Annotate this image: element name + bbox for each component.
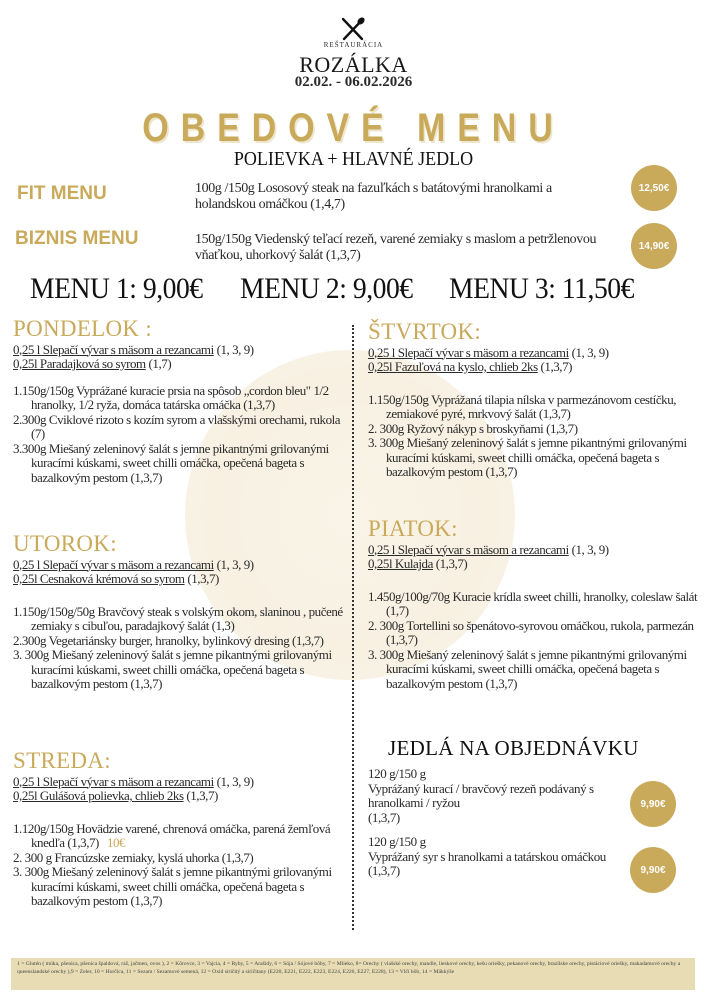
day-heading: PONDELOK :: [13, 316, 153, 341]
soup-allergens: (1, 3, 9): [571, 541, 609, 557]
fit-menu-label: FIT MENU: [17, 183, 107, 204]
soup-allergens: (1,3,7): [435, 556, 468, 571]
main-dish-text: 3. 300g Miešaný zeleninový šalát s jemne pikantnými grilovanými kuracími kúskami, sweet chilli omáčka, opečená bageta s bazalkovým pestom (1,3,7): [368, 435, 687, 479]
day-heading: PIATOK:: [368, 516, 458, 541]
day-heading: UTOROK:: [13, 531, 117, 556]
main-dish-text: 2. 300g Ryžový nákyp s broskyňami (1,3,7): [368, 420, 578, 436]
order-item: [368, 767, 698, 825]
soup-allergens: (1, 3, 9): [216, 556, 254, 572]
main-dish-text: 1.150g/150g Vyprážaná tilapia nílska v parmezánovom cestíčku, zemiakové pyré, mrkvový šalát (1,3,7): [368, 391, 677, 421]
main-dish-text: 2. 300 g Francúzske zemiaky, kyslá uhorka (1,3,7): [13, 849, 254, 865]
day-heading: STREDA:: [13, 748, 111, 773]
order-price-badge: 9,90€: [630, 781, 676, 827]
order-title: JEDLÁ NA OBJEDNÁVKU: [388, 736, 639, 760]
day-section: [13, 316, 353, 485]
main-dish-item: [13, 822, 353, 851]
day-heading: ŠTVRTOK:: [368, 319, 482, 344]
biznis-menu-label: BIZNIS MENU: [15, 228, 139, 249]
main-dish-item: [13, 634, 353, 649]
day-section: [368, 319, 707, 480]
soup-item: [13, 357, 353, 372]
main-dish-item: [368, 422, 707, 437]
menu-3-price: MENU 3: 11,50€: [449, 272, 635, 305]
soup-allergens: (1,3,7): [540, 359, 573, 374]
soup-name: 0,25 l Slepačí vývar s mäsom a rezancami: [13, 556, 214, 572]
menu-prices: [30, 272, 672, 306]
main-dish-item: [13, 648, 353, 692]
day-section: [13, 748, 353, 909]
soup-item: [368, 557, 707, 572]
allergens-footer: 1 = Glutén ( múka, pšenica, pšenica špaldová, raž, jačmen, ovos ), 2 = Kôrovce, 3 = Vajcia, 4 = Ryby, 5 = Arašidy, 6 = Sója / Sójové bôby, 7 = Mlieko, 8= Orechy ( vlašské orechy, mandle, lieskové orechy, kešu oriešky, pekanové orechy, brazílske orechy, pistáciové oriešky, makadamové orechy a queenslandské orechy ),9 = Zeler, 10 = Horčica, 11 = Sezam / Sezamové semená, 12 = Oxid siričitý a siričitany (E220, E221, E222, E223, E224, E226, E227, E228), 13 = Vlčí bôb, 14 = Mäkkýše: [11, 958, 695, 990]
main-dish-text: 3.300g Miešaný zeleninový šalát s jemne pikantnými grilovanými kuracími kúskami, sweet chilli omáčka, opečená bageta s bazalkovým pestom (1,3,7): [13, 440, 329, 485]
restaurant-name: ROZÁLKA: [299, 52, 408, 77]
order-allergens: (1,3,7): [368, 863, 400, 878]
order-desc: Vyprážaný syr s hranolkami a tatárskou omáčkou: [368, 848, 606, 864]
soup-name: 0,25 l Slepačí vývar s mäsom a rezancami: [368, 541, 569, 557]
order-price-badge: 9,90€: [630, 847, 676, 893]
soup-name: 0,25 l Slepačí vývar s mäsom a rezancami: [368, 344, 569, 360]
main-dish-text: 2.300g Cviklové rizoto s kozím syrom a vlašskými orechami, rukola (7): [13, 411, 341, 441]
soup-allergens: (1,7): [148, 356, 172, 371]
order-item: [368, 835, 698, 879]
main-dish-item: [368, 436, 707, 480]
menu-dates: 02.02. - 06.02.2026: [294, 74, 413, 90]
main-dish-text: 1.450g/100g/70g Kuracie krídla sweet chilli, hranolky, coleslaw šalát (1,7): [368, 588, 698, 618]
soup-item: [13, 572, 353, 587]
soup-name: 0,25l Fazuľová na kyslo, chlieb 2ks: [368, 359, 538, 374]
order-weight: 120 g/150 g: [368, 766, 426, 781]
soup-name: 0,25l Paradajková so syrom: [13, 356, 146, 371]
soup-allergens: (1, 3, 9): [571, 344, 609, 360]
page-title: OBEDOVÉ MENU: [142, 106, 565, 150]
restaurant-label: REŠTAURÁCIA: [323, 41, 384, 49]
main-dish-text: 3. 300g Miešaný zeleninový šalát s jemne pikantnými grilovanými kuracími kúskami, sweet chilli omáčka, opečená bageta s bazalkovým pestom (1,3,7): [13, 647, 332, 691]
soup-name: 0,25 l Slepačí vývar s mäsom a rezancami: [13, 773, 214, 789]
soup-allergens: (1, 3, 9): [216, 341, 254, 357]
soup-item: [13, 343, 353, 358]
main-dish-item: [13, 851, 353, 866]
main-dish-text: 1.150g/150g/50g Bravčový steak s volským okom, slaninou , pučené zemiaky s cibuľou, paradajkový šalát (1,3): [13, 603, 343, 633]
dish-price-note: 10€: [106, 835, 126, 850]
main-dish-item: [368, 393, 707, 422]
soup-allergens: (1, 3, 9): [216, 773, 254, 789]
day-section: [368, 516, 707, 691]
soup-item: [13, 789, 353, 804]
page-subtitle: POLIEVKA + HLAVNÉ JEDLO: [233, 148, 474, 170]
order-weight: 120 g/150 g: [368, 834, 426, 849]
fork-knife-icon: [340, 17, 366, 41]
order-section: [368, 736, 698, 889]
soup-name: 0,25l Gulášová polievka, chlieb 2ks: [13, 788, 184, 803]
main-dish-text: 3. 300g Miešaný zeleninový šalát s jemne pikantnými grilovanými kuracími kúskami, sweet chilli omáčka, opečená bageta s bazalkovým pestom (1,3,7): [13, 864, 332, 908]
soup-item: [368, 346, 707, 361]
main-dish-text: 2.300g Vegetariánsky burger, hranolky, bylinkový dresing (1,3,7): [13, 632, 324, 648]
main-dish-text: 3. 300g Miešaný zeleninový šalát s jemne pikantnými grilovanými kuracími kúskami, sweet chilli omáčka, opečená bageta s bazalkovým pestom (1,3,7): [368, 646, 687, 691]
menu-1-price: MENU 1: 9,00€: [30, 272, 203, 305]
order-allergens: (1,3,7): [368, 809, 400, 825]
biznis-menu-price-badge: 14,90€: [631, 223, 677, 269]
order-desc: Vyprážaný kurací / bravčový rezeň podávaný s hranolkami / ryžou: [368, 780, 594, 810]
biznis-menu-desc: 150g/150g Viedenský teľací rezeň, varené zemiaky s maslom a petržlenovou vňaťkou, uhorkový šalát (1,3,7): [195, 232, 597, 263]
main-dish-text: 2. 300g Tortellini so špenátovo-syrovou omáčkou, rukola, parmezán (1,3,7): [368, 617, 694, 647]
soup-item: [368, 360, 707, 375]
soup-allergens: (1,3,7): [186, 788, 218, 803]
main-dish-item: [368, 590, 707, 619]
main-dish-text: 1.150g/150g Vyprážané kuracie prsia na spôsob „cordon bleu" 1/2 hranolky, 1/2 ryža, domáca tatárska omáčka (1,3,7): [13, 382, 329, 412]
soup-allergens: (1,3,7): [187, 571, 219, 586]
soup-item: [13, 558, 353, 573]
soup-item: [13, 775, 353, 790]
main-dish-item: [13, 865, 353, 909]
fit-menu-price-badge: 12,50€: [631, 165, 677, 211]
soup-name: 0,25l Kulajda: [368, 556, 433, 571]
main-dish-item: [13, 413, 353, 442]
main-dish-text: 1.120g/150g Hovädzie varené, chrenová omáčka, parená žemľová knedľa (1,3,7): [13, 820, 331, 850]
soup-name: 0,25 l Slepačí vývar s mäsom a rezancami: [13, 341, 214, 357]
main-dish-item: [368, 619, 707, 648]
fit-menu-desc: 100g /150g Lososový steak na fazuľkách s batátovými hranolkami a holandskou omáčkou (1,4,7): [195, 181, 552, 212]
day-section: [13, 531, 353, 692]
menu-2-price: MENU 2: 9,00€: [239, 272, 413, 305]
main-dish-item: [368, 648, 707, 692]
soup-name: 0,25l Cesnaková krémová so syrom: [13, 571, 185, 586]
soup-item: [368, 543, 707, 558]
main-dish-item: [13, 605, 353, 634]
main-dish-item: [13, 442, 353, 486]
main-dish-item: [13, 384, 353, 413]
